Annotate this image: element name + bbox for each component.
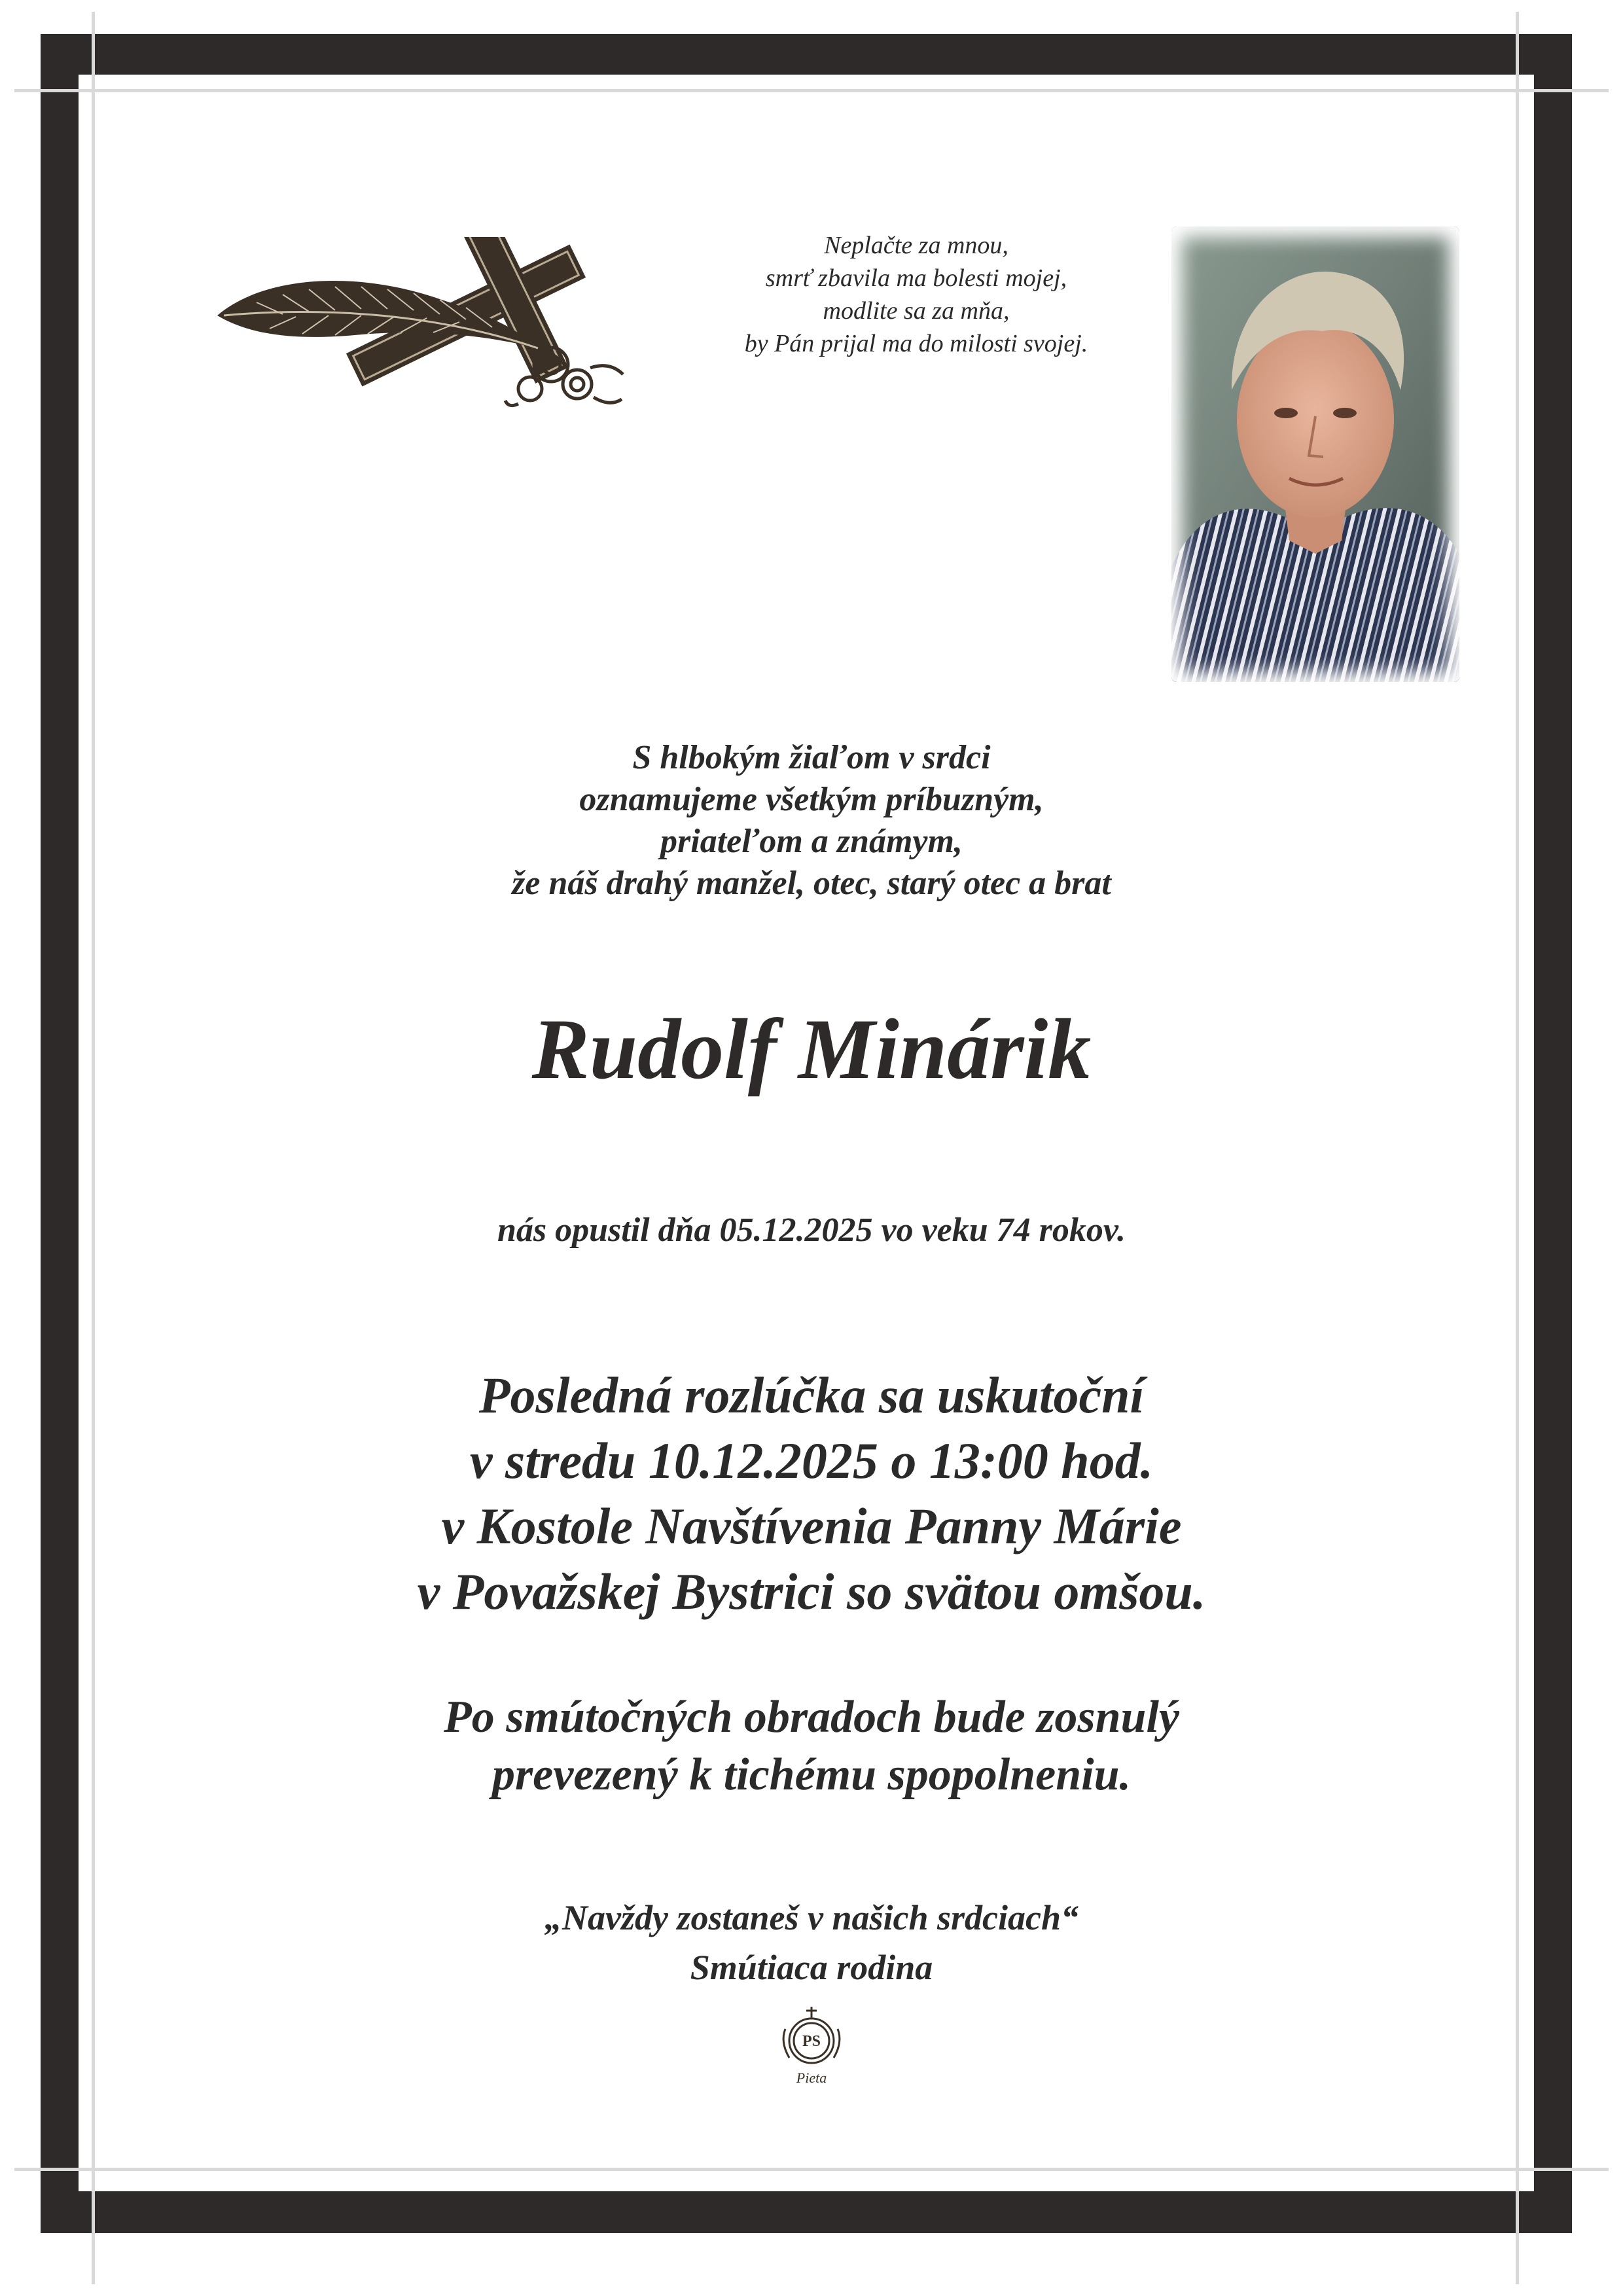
funeral-line: v stredu 10.12.2025 o 13:00 hod. — [469, 1432, 1154, 1489]
family-signature: Smútiaca rodina — [690, 1948, 933, 1987]
closing-quote: „Navždy zostaneš v našich srdciach“ — [544, 1898, 1079, 1937]
announcement-text — [288, 737, 1335, 905]
poem-line: modlite sa za mňa, — [823, 297, 1010, 325]
cremation-line: prevezený k tichému spopolneniu. — [491, 1749, 1132, 1800]
cross-palm-icon — [211, 237, 636, 414]
cremation-line: Po smútočných obradoch bude zosnulý — [444, 1692, 1179, 1742]
frame-line-right — [1516, 12, 1519, 2284]
frame-line-bottom — [14, 2168, 1609, 2171]
poem-line: by Pán prijal ma do milosti svojej. — [744, 330, 1088, 357]
frame-line-left — [92, 12, 95, 2284]
portrait-vignette — [1171, 226, 1459, 682]
announcement-line: že náš drahý manžel, otec, starý otec a brat — [512, 865, 1111, 902]
funeral-line: Posledná rozlúčka sa uskutoční — [478, 1367, 1145, 1424]
announcement-line: S hlbokým žiaľom v srdci — [632, 739, 991, 776]
cremation-notice — [223, 1689, 1400, 1804]
memorial-poem — [668, 229, 1165, 360]
funeral-line: v Považskej Bystrici so svätou omšou. — [417, 1563, 1206, 1620]
poem-line: smrť zbavila ma bolesti mojej, — [765, 264, 1067, 292]
logo-monogram: PS — [802, 2033, 821, 2050]
death-statement: nás opustil dňa 05.12.2025 vo veku 74 rokov. — [497, 1211, 1126, 1249]
logo-caption: Pieta — [796, 2070, 827, 2086]
poem-line: Neplačte za mnou, — [824, 232, 1008, 259]
pieta-logo-icon — [766, 2003, 857, 2094]
deceased-name: Rudolf Minárik — [531, 1001, 1092, 1097]
closing-block — [288, 1893, 1335, 1992]
announcement-line: oznamujeme všetkým príbuzným, — [579, 781, 1044, 818]
funeral-line: v Kostole Navštívenia Panny Márie — [441, 1498, 1182, 1554]
announcement-line: priateľom a známym, — [660, 823, 963, 860]
portrait-photo — [1171, 226, 1459, 682]
funeral-details — [223, 1363, 1400, 1624]
frame-line-top — [14, 89, 1609, 92]
